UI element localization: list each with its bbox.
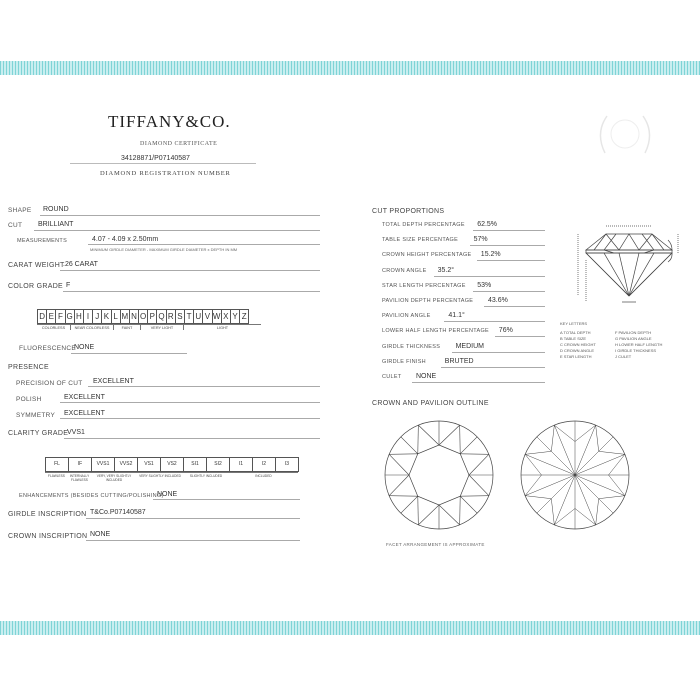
enhancements-underline [153,499,300,500]
carat-weight-value: .26 CARAT [63,261,98,268]
cut-label: CUT [8,222,23,229]
color-scale-cell: H [75,310,84,323]
crown-inscription-underline [86,540,300,541]
color-scale-cell: E [47,310,56,323]
clarity-scale-legend [45,472,298,482]
clarity-scale-cell: I2 [253,458,276,471]
color-scale-cell: G [66,312,73,321]
registration-caption: DIAMOND REGISTRATION NUMBER [100,170,231,177]
measurements-note: MINIMUM GIRDLE DIAMETER - MAXIMUM GIRDLE DIAMETER x DEPTH IN MM [90,247,238,252]
girdle-inscription-value: T&Co.P07140587 [90,509,146,516]
polish-label: POLISH [16,396,42,403]
key-letter-item: G PAVILION ANGLE [615,336,652,341]
fluorescence-underline [71,353,187,354]
key-letters-right [615,330,662,360]
color-scale-cell: D [38,310,47,323]
proportion-value: 15.2% [480,251,501,259]
girdle-inscription-label: GIRDLE INSCRIPTION [8,511,87,518]
proportion-label: PAVILION ANGLE [382,313,431,320]
brand-logo: TIFFANY&CO. [108,112,231,131]
clarity-scale-cell: VS2 [161,458,184,471]
precision-underline [88,386,320,387]
legend-flawless: FLAWLESS [45,472,68,482]
enhancements-label: ENHANCEMENTS (BESIDES CUTTING/POLISHING) [19,493,164,499]
measurements-underline [88,244,320,245]
proportion-underline [434,276,545,277]
proportion-label: CROWN ANGLE [382,267,427,274]
color-scale-cell: Q [158,312,165,321]
key-letters-title: KEY LETTERS [560,321,588,326]
girdle-inscription-underline [86,518,300,519]
shape-value: ROUND [43,206,69,213]
proportion-value: MEDIUM [455,342,484,350]
top-border-band [0,61,700,75]
color-scale-cell: J [93,310,102,323]
color-scale-cell: W [212,312,221,321]
color-scale-cell: Z [241,312,247,321]
legend-included: INCLUDED [229,472,298,482]
proportion-underline [412,382,545,383]
proportion-value: 62.5% [477,221,498,228]
clarity-scale-cell: I3 [284,461,290,467]
certificate-title: DIAMOND CERTIFICATE [140,141,218,147]
proportion-label: LOWER HALF LENGTH PERCENTAGE [382,328,490,335]
shape-label: SHAPE [8,207,32,214]
color-scale [37,309,249,324]
polish-underline [60,402,320,403]
shape-underline [40,215,320,216]
clarity-scale-cell: IF [69,458,92,471]
clarity-scale-cell: VVS1 [92,458,115,471]
embossed-seal-icon [595,108,655,158]
proportion-label: PAVILION DEPTH PERCENTAGE [382,298,474,304]
color-grade-value: F [66,282,71,289]
fluorescence-label: FLUORESCENCE [19,345,77,352]
carat-weight-label: CARAT WEIGHT [8,262,65,269]
proportion-value: NONE [416,373,437,380]
symmetry-label: SYMMETRY [16,412,56,419]
color-scale-cell: Y [231,310,240,323]
registration-number: 34128871/P07140587 [121,155,190,162]
legend-faint: FAINT [114,324,141,330]
proportion-label: GIRDLE THICKNESS [382,343,441,350]
measurements-label: MEASUREMENTS [17,238,68,244]
legend-colorless: COLORLESS [37,324,71,330]
legend-near-colorless: NEAR COLORLESS [71,324,114,330]
proportion-value: 76% [498,327,513,335]
carat-underline [60,270,320,271]
key-letter-item: E STAR LENGTH [560,354,592,359]
color-scale-cell: F [56,310,65,323]
color-grade-underline [63,291,320,292]
key-letter-item: I GIRDLE THICKNESS [615,348,657,353]
proportion-label: TABLE SIZE PERCENTAGE [382,237,459,244]
proportion-label: GIRDLE FINISH [382,358,426,365]
proportion-label: CULET [382,374,402,380]
diamond-profile-diagram [574,216,694,306]
proportion-underline [441,367,545,368]
proportion-underline [495,336,545,337]
color-scale-cell: N [130,310,139,323]
proportion-underline [452,352,545,353]
clarity-scale-cell: SI2 [207,458,230,471]
facet-arrangement-note: FACET ARRANGEMENT IS APPROXIMATE [386,542,485,547]
proportion-label: STAR LENGTH PERCENTAGE [382,282,466,289]
legend-very-light: VERY LIGHT [141,324,184,330]
cut-value: BRILLIANT [38,221,74,228]
pavilion-outline-diagram [518,418,632,532]
symmetry-value: EXCELLENT [64,410,105,417]
color-scale-cell: T [185,310,194,323]
clarity-scale-cell: I1 [230,458,253,471]
legend-internally-flawless: INTERNALLY FLAWLESS [69,474,90,482]
crown-inscription-value: NONE [90,531,111,538]
outline-label: CROWN AND PAVILION OUTLINE [372,400,489,407]
key-letter-item: B TABLE SIZE [560,336,587,341]
key-letters-left [560,330,596,360]
symmetry-underline [60,418,320,419]
proportion-value: 57% [473,236,488,244]
proportion-underline [477,260,545,261]
color-scale-legend [37,324,261,330]
color-scale-cell: U [194,310,203,323]
clarity-grade-value: VVS1 [67,429,85,436]
proportion-underline [444,321,545,322]
color-scale-cell: R [167,310,176,323]
legend-si: SLIGHTLY INCLUDED [183,472,229,482]
clarity-scale-cell: VVS2 [115,458,138,471]
precision-label: PRECISION OF CUT [16,380,83,387]
proportion-value: 43.6% [488,297,508,304]
color-scale-cell: P [148,310,157,323]
proportion-value: 35.2° [437,266,455,274]
color-scale-cell: V [203,310,212,323]
bottom-border-band [0,621,700,635]
cut-proportions-label: CUT PROPORTIONS [372,208,445,215]
cut-underline [34,230,320,231]
color-scale-cell: O [140,312,147,321]
color-scale-cell: K [102,310,111,323]
key-letter-item: H LOWER HALF LENGTH [615,342,663,347]
key-letter-item: A TOTAL DEPTH [560,330,591,335]
presence-label: PRESENCE [8,364,49,371]
fluorescence-value: NONE [74,344,95,351]
enhancements-value: NONE [157,491,178,498]
proportion-underline [473,230,545,231]
proportion-label: CROWN HEIGHT PERCENTAGE [382,252,472,259]
legend-vs: VERY SLIGHTLY INCLUDED [137,472,183,482]
clarity-scale [45,457,299,472]
color-scale-cell: M [121,312,129,321]
key-letter-item: J CULET [615,354,632,359]
clarity-scale-cell: FL [46,458,69,471]
color-scale-cell: X [222,310,231,323]
legend-light: LIGHT [184,324,261,330]
key-letter-item: D CROWN ANGLE [560,348,595,353]
clarity-scale-cell: VS1 [138,458,161,471]
crown-inscription-label: CROWN INSCRIPTION [8,533,88,540]
color-scale-cell: I [84,310,93,323]
key-letter-item: C CROWN HEIGHT [560,342,596,347]
clarity-underline [64,438,320,439]
color-scale-cell: L [112,310,121,323]
measurements-value: 4.07 - 4.09 x 2.50mm [92,236,159,243]
precision-value: EXCELLENT [93,378,134,385]
proportion-value: BRUTED [444,357,474,365]
crown-outline-diagram [382,418,496,532]
proportion-underline [473,291,545,292]
clarity-scale-cell: SI1 [184,458,207,471]
clarity-grade-label: CLARITY GRADE [8,430,69,437]
polish-value: EXCELLENT [64,394,105,401]
registration-underline [70,163,256,164]
color-grade-label: COLOR GRADE [8,283,64,290]
key-letter-item: F PAVILION DEPTH [615,330,652,335]
color-scale-cell: S [176,310,185,323]
proportion-value: 41.1° [448,312,465,320]
proportion-underline [484,306,545,307]
proportion-value: 53% [477,281,492,289]
proportion-underline [470,245,545,246]
legend-vvs: VERY, VERY SLIGHTLY INCLUDED [91,472,137,482]
proportion-label: TOTAL DEPTH PERCENTAGE [382,222,465,228]
